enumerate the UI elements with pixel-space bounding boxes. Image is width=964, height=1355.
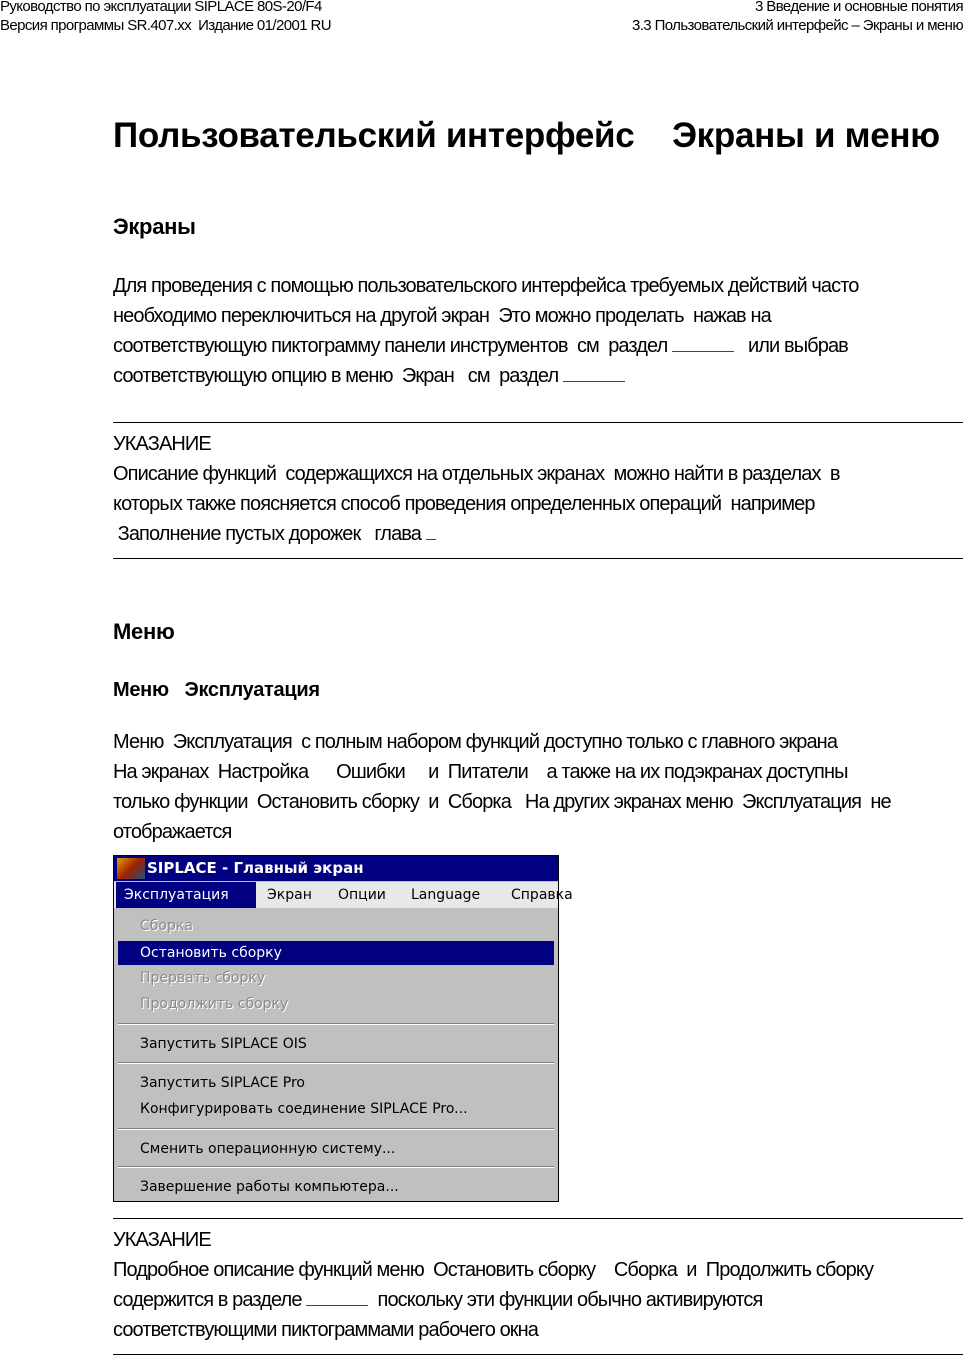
header-manual-title: Руководство по эксплуатации SIPLACE 80S-20/F4 — [0, 0, 322, 15]
menu-help[interactable]: Справка — [511, 887, 573, 903]
note-line: соответствующими пиктограммами рабочего окна — [113, 1319, 539, 1341]
text: поскольку эти функции обычно активируются — [368, 1289, 763, 1311]
window-title-bar — [114, 856, 558, 881]
siplace-app-icon — [117, 858, 145, 879]
text: или выбрав — [734, 335, 848, 357]
paragraph-line — [113, 364, 625, 388]
menu-separator — [118, 1166, 554, 1168]
note-line: Описание функций содержащихся на отдельных экранах можно найти в разделах в — [113, 463, 840, 485]
menu-bar — [114, 882, 573, 908]
menu-item-start-pro[interactable]: Запустить SIPLACE Pro — [140, 1075, 305, 1091]
note-line: Подробное описание функций меню Остановить сборку Сборка и Продолжить сборку — [113, 1259, 874, 1281]
section-reference-link[interactable] — [306, 1291, 368, 1306]
note-line — [113, 522, 436, 546]
chapter-reference-link[interactable] — [426, 525, 436, 540]
text: Заполнение пустых дорожек глава — [113, 523, 426, 545]
paragraph-line: Меню Эксплуатация с полным набором функций доступно только с главного экрана — [113, 731, 838, 753]
paragraph-line: отображается — [113, 821, 232, 843]
paragraph-line: только функции Остановить сборку и Сборка На других экранах меню Эксплуатация не — [113, 791, 891, 813]
header-version: Версия программы SR.407.xx Издание 01/2001 RU — [0, 17, 331, 34]
menu-separator — [118, 1128, 554, 1130]
note-label: УКАЗАНИЕ — [113, 433, 211, 455]
operation-dropdown — [118, 911, 556, 1201]
menu-item-abort-assembly[interactable]: Прервать сборку — [140, 970, 266, 986]
paragraph-line: необходимо переключиться на другой экран Это можно проделать нажав на — [113, 305, 771, 327]
section-heading-menu: Меню — [113, 619, 175, 644]
menu-operation[interactable]: Эксплуатация — [116, 882, 256, 908]
paragraph-line: Для проведения с помощью пользовательского интерфейса требуемых действий часто — [113, 275, 859, 297]
text: содержится в разделе — [113, 1289, 307, 1311]
menu-separator — [118, 1023, 554, 1025]
divider — [113, 422, 963, 423]
note-label: УКАЗАНИЕ — [113, 1229, 211, 1251]
menu-item-change-os[interactable]: Сменить операционную систему... — [140, 1141, 396, 1157]
header-section: 3.3 Пользовательский интерфейс – Экраны и меню — [631, 17, 963, 34]
menu-screenshot — [113, 855, 573, 1202]
menu-language[interactable]: Language — [411, 887, 481, 903]
menu-item-start-ois[interactable]: Запустить SIPLACE OIS — [140, 1036, 307, 1052]
subheading-operation-menu: Меню Эксплуатация — [113, 679, 320, 701]
menu-options[interactable]: Опции — [338, 887, 386, 903]
menu-screen[interactable]: Экран — [267, 887, 312, 903]
divider — [113, 558, 963, 559]
menu-item-configure-pro[interactable]: Конфигурировать соединение SIPLACE Pro... — [140, 1101, 468, 1117]
divider — [113, 1218, 963, 1219]
note-line: которых также поясняется способ проведения определенных операций например — [113, 493, 815, 515]
page-title: Пользовательский интерфейс Экраны и меню — [113, 116, 940, 155]
menu-separator — [118, 1062, 554, 1064]
header-chapter: 3 Введение и основные понятия — [755, 0, 963, 15]
section-heading-screens: Экраны — [113, 214, 196, 239]
section-reference-link[interactable] — [563, 367, 625, 382]
text: соответствующую пиктограмму панели инструментов см раздел — [113, 335, 673, 357]
paragraph-line: На экранах Настройка Ошибки и Питатели а также на их подэкранах доступны — [113, 761, 848, 783]
menu-item-continue-assembly[interactable]: Продолжить сборку — [140, 996, 289, 1012]
section-reference-link[interactable] — [672, 337, 734, 352]
menu-item-shutdown[interactable]: Завершение работы компьютера... — [140, 1179, 399, 1195]
note-line — [113, 1288, 762, 1312]
menu-item-stop-assembly[interactable]: Остановить сборку — [118, 941, 554, 965]
paragraph-line — [113, 334, 848, 358]
text: соответствующую опцию в меню Экран см раздел — [113, 365, 563, 387]
menu-item-assembly[interactable]: Сборка — [140, 918, 193, 934]
window-title: SIPLACE - Главный экран — [147, 859, 364, 877]
